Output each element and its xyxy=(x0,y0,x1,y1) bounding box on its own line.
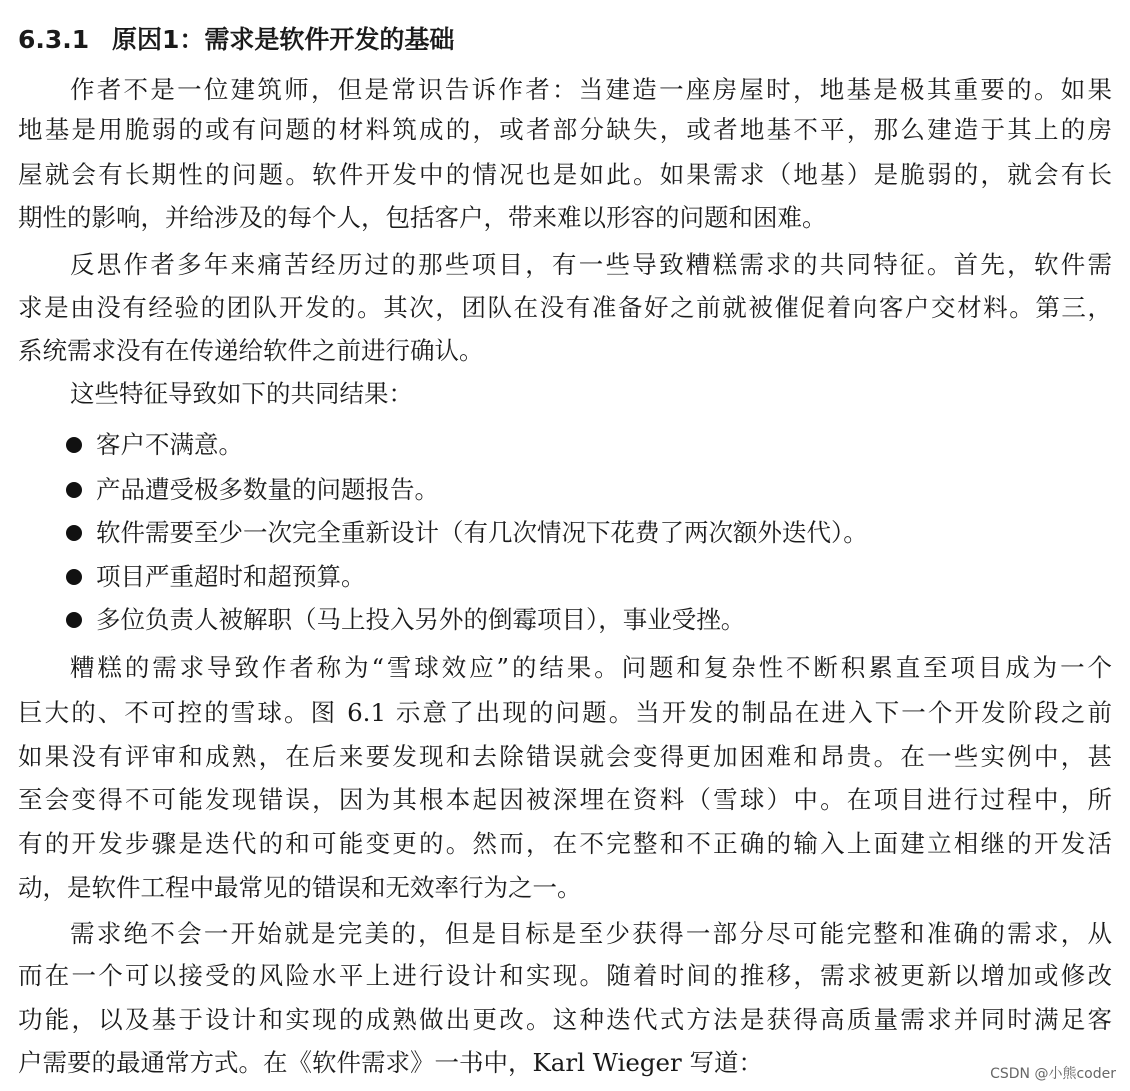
bullet-icon xyxy=(66,482,82,498)
paragraph-line: 户需要的最通常方式。在《软件需求》一书中，Karl Wieger 写道： xyxy=(18,1048,764,1077)
paragraph-line: 糟糕的需求导致作者称为“雪球效应”的结果。问题和复杂性不断积累直至项目成为一个 xyxy=(70,653,1112,682)
bullet-icon xyxy=(66,612,82,628)
paragraph-line: 巨大的、不可控的雪球。图 6.1 示意了出现的问题。当开发的制品在进入下一个开发阶段之前 xyxy=(18,698,1112,727)
paragraph-line: 如果没有评审和成熟，在后来要发现和去除错误就会变得更加困难和昂贵。在一些实例中，甚 xyxy=(18,742,1112,771)
paragraph-line: 功能，以及基于设计和实现的成熟做出更改。这种迭代式方法是获得高质量需求并同时满足客 xyxy=(18,1005,1112,1034)
watermark: CSDN @小熊coder xyxy=(990,1066,1116,1082)
paragraph-line: 作者不是一位建筑师，但是常识告诉作者：当建造一座房屋时，地基是极其重要的。如果 xyxy=(70,75,1112,104)
bullet-icon xyxy=(66,569,82,585)
list-item: 多位负责人被解职（马上投入另外的倒霉项目），事业受挫。 xyxy=(66,600,745,640)
section-number: 6.3.1 xyxy=(18,25,90,54)
paragraph-line: 系统需求没有在传递给软件之前进行确认。 xyxy=(18,336,484,365)
list-item: 客户不满意。 xyxy=(66,425,243,465)
paragraph-line: 这些特征导致如下的共同结果： xyxy=(70,379,413,408)
paragraph-line: 地基是用脆弱的或有问题的材料筑成的，或者部分缺失，或者地基不平，那么建造于其上的房 xyxy=(18,115,1112,144)
paragraph-line: 至会变得不可能发现错误，因为其根本起因被深埋在资料（雪球）中。在项目进行过程中，所 xyxy=(18,785,1112,814)
paragraph-line: 屋就会有长期性的问题。软件开发中的情况也是如此。如果需求（地基）是脆弱的，就会有长 xyxy=(18,160,1112,189)
paragraph-line: 而在一个可以接受的风险水平上进行设计和实现。随着时间的推移，需求被更新以增加或修改 xyxy=(18,961,1112,990)
paragraph-line: 求是由没有经验的团队开发的。其次，团队在没有准备好之前就被催促着向客户交材料。第三， xyxy=(18,293,1112,322)
paragraph-line: 有的开发步骤是迭代的和可能变更的。然而，在不完整和不正确的输入上面建立相继的开发活 xyxy=(18,829,1112,858)
paragraph-line: 期性的影响，并给涉及的每个人，包括客户，带来难以形容的问题和困难。 xyxy=(18,203,827,232)
list-item: 项目严重超时和超预算。 xyxy=(66,557,366,597)
bullet-icon xyxy=(66,525,82,541)
section-heading xyxy=(18,20,454,60)
section-title: 原因1：需求是软件开发的基础 xyxy=(112,25,455,54)
paragraph-line: 动，是软件工程中最常见的错误和无效率行为之一。 xyxy=(18,873,582,902)
list-item: 软件需要至少一次完全重新设计（有几次情况下花费了两次额外迭代）。 xyxy=(66,513,868,553)
paragraph-line: 反思作者多年来痛苦经历过的那些项目，有一些导致糟糕需求的共同特征。首先，软件需 xyxy=(70,250,1112,279)
bullet-icon xyxy=(66,437,82,453)
list-item: 产品遭受极多数量的问题报告。 xyxy=(66,470,439,510)
paragraph-line: 需求绝不会一开始就是完美的，但是目标是至少获得一部分尽可能完整和准确的需求，从 xyxy=(70,919,1112,948)
